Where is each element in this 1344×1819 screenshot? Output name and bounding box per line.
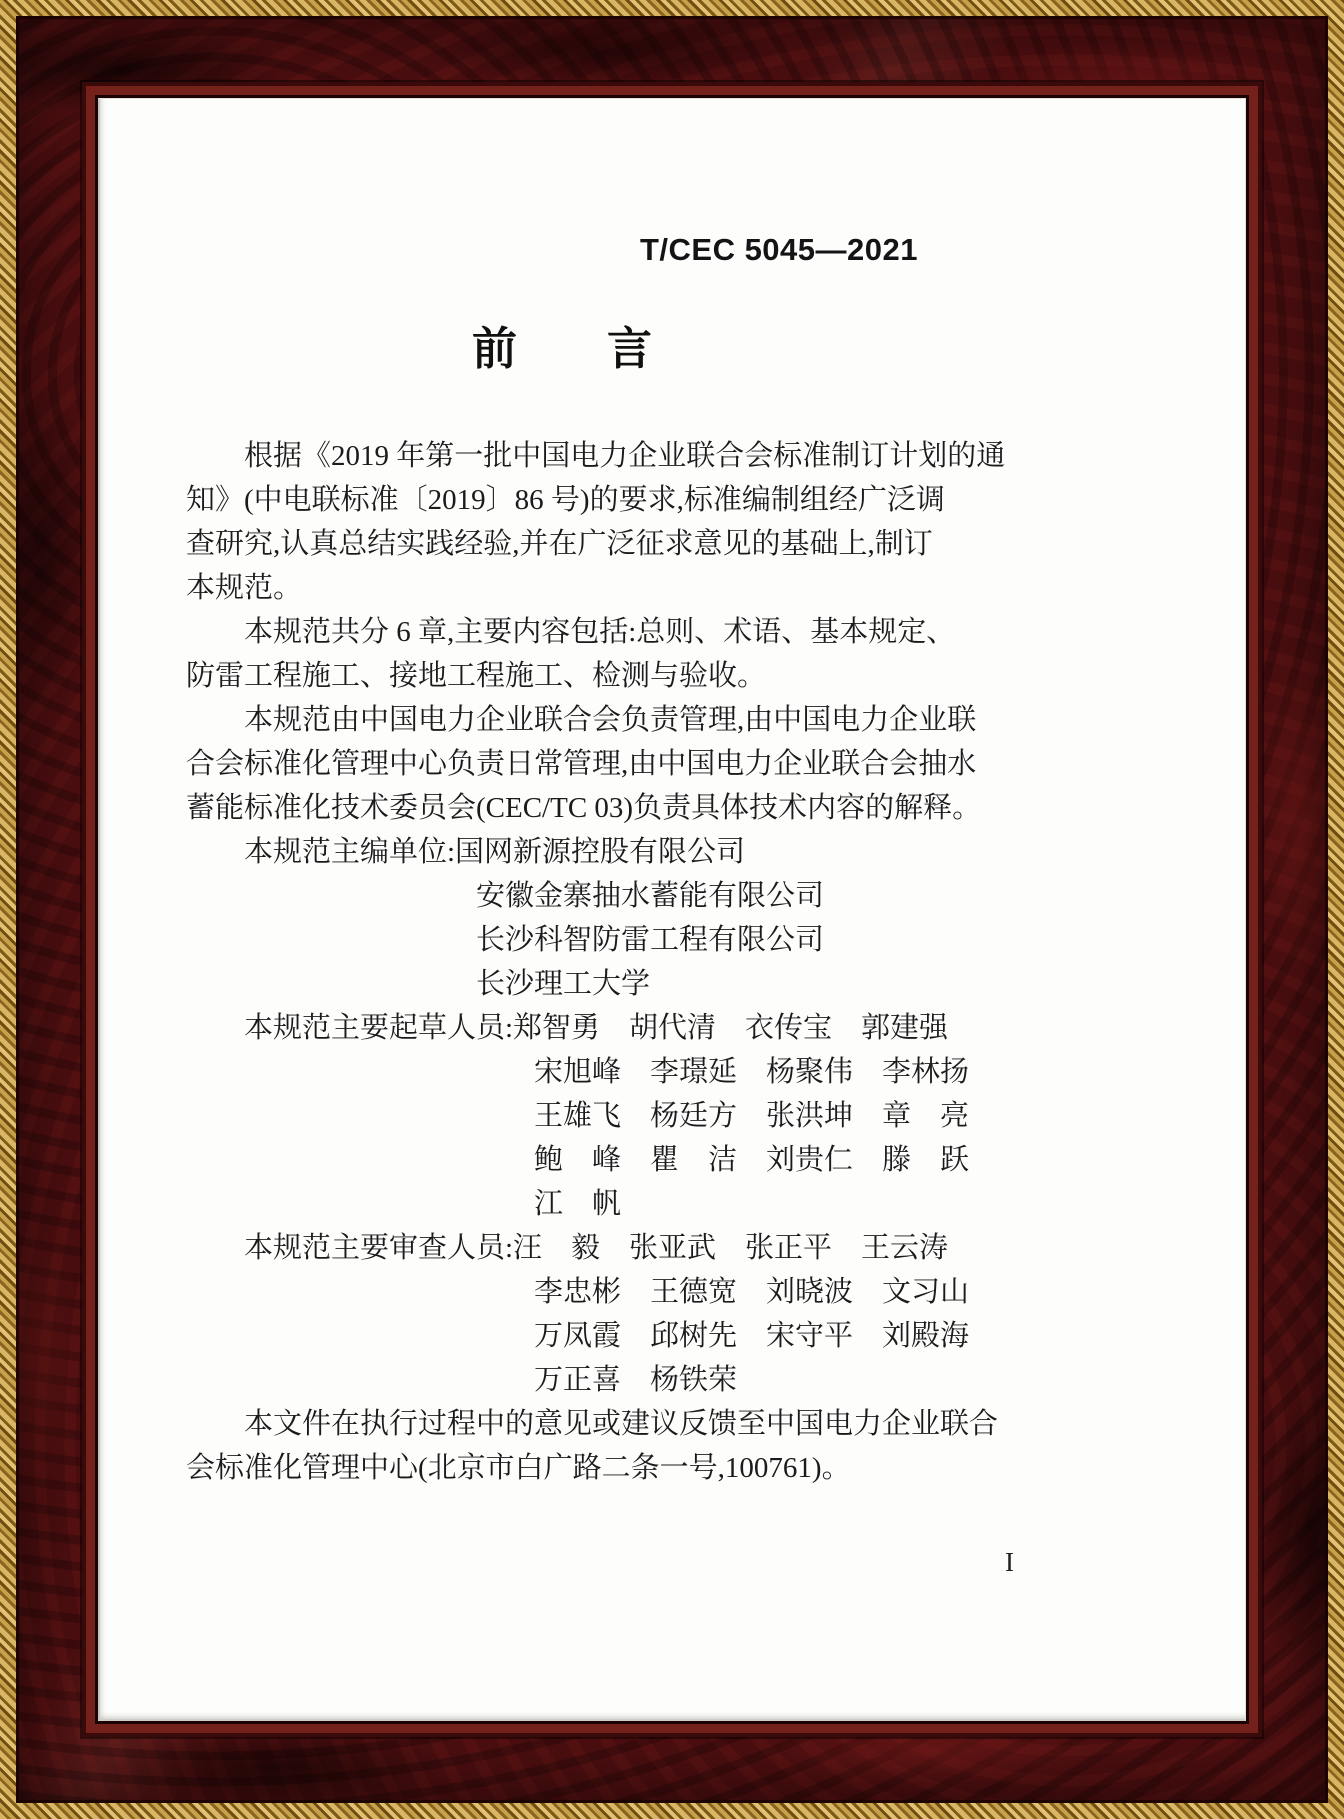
body-line: 安徽金寨抽水蓄能有限公司 <box>476 880 825 912</box>
body-line: 李忠彬 王德宽 刘晓波 文习山 <box>534 1276 970 1308</box>
body-line: 本规范主编单位:国网新源控股有限公司 <box>244 836 746 868</box>
body-line: 本规范。 <box>186 572 303 604</box>
document-page <box>98 98 1246 1721</box>
body-line: 本规范由中国电力企业联合会负责管理,由中国电力企业联 <box>244 704 977 736</box>
body-lines <box>186 434 1006 1490</box>
standard-code: T/CEC 5045—2021 <box>639 232 918 267</box>
frame-mat <box>98 98 1246 1721</box>
body-line: 宋旭峰 李璟延 杨聚伟 李林扬 <box>534 1056 970 1088</box>
body-line: 王雄飞 杨廷方 张洪坤 章 亮 <box>534 1100 970 1132</box>
body-line: 本规范主要审查人员:汪 毅 张亚武 张正平 王云涛 <box>244 1232 949 1264</box>
body-line: 本规范共分 6 章,主要内容包括:总则、术语、基本规定、 <box>244 616 956 648</box>
body-line: 蓄能标准化技术委员会(CEC/TC 03)负责具体技术内容的解释。 <box>186 792 982 824</box>
body-line: 防雷工程施工、接地工程施工、检测与验收。 <box>186 660 767 692</box>
body-line: 长沙理工大学 <box>476 968 651 1000</box>
body-line: 查研究,认真总结实践经验,并在广泛征求意见的基础上,制订 <box>186 528 933 560</box>
body-line: 本规范主要起草人员:郑智勇 胡代清 衣传宝 郭建强 <box>244 1012 949 1044</box>
body-line: 江 帆 <box>534 1188 622 1220</box>
body-line: 会标准化管理中心(北京市白广路二条一号,100761)。 <box>186 1452 851 1484</box>
body-line: 万凤霞 邱树先 宋守平 刘殿海 <box>534 1320 970 1352</box>
mahogany-frame <box>16 16 1328 1803</box>
text-block <box>186 232 1006 1490</box>
page-number: I <box>1005 1547 1014 1577</box>
page-title: 前 言 <box>471 324 652 374</box>
body-line: 合会标准化管理中心负责日常管理,由中国电力企业联合会抽水 <box>186 748 977 780</box>
body-line: 鲍 峰 瞿 洁 刘贵仁 滕 跃 <box>534 1144 970 1176</box>
body-line: 知》(中电联标准〔2019〕86 号)的要求,标准编制组经广泛调 <box>186 484 945 516</box>
body-line: 根据《2019 年第一批中国电力企业联合会标准制订计划的通 <box>244 440 1006 472</box>
body-line: 万正喜 杨铁荣 <box>534 1364 738 1396</box>
body-line: 长沙科智防雷工程有限公司 <box>476 924 825 956</box>
body-line: 本文件在执行过程中的意见或建议反馈至中国电力企业联合 <box>244 1408 999 1440</box>
